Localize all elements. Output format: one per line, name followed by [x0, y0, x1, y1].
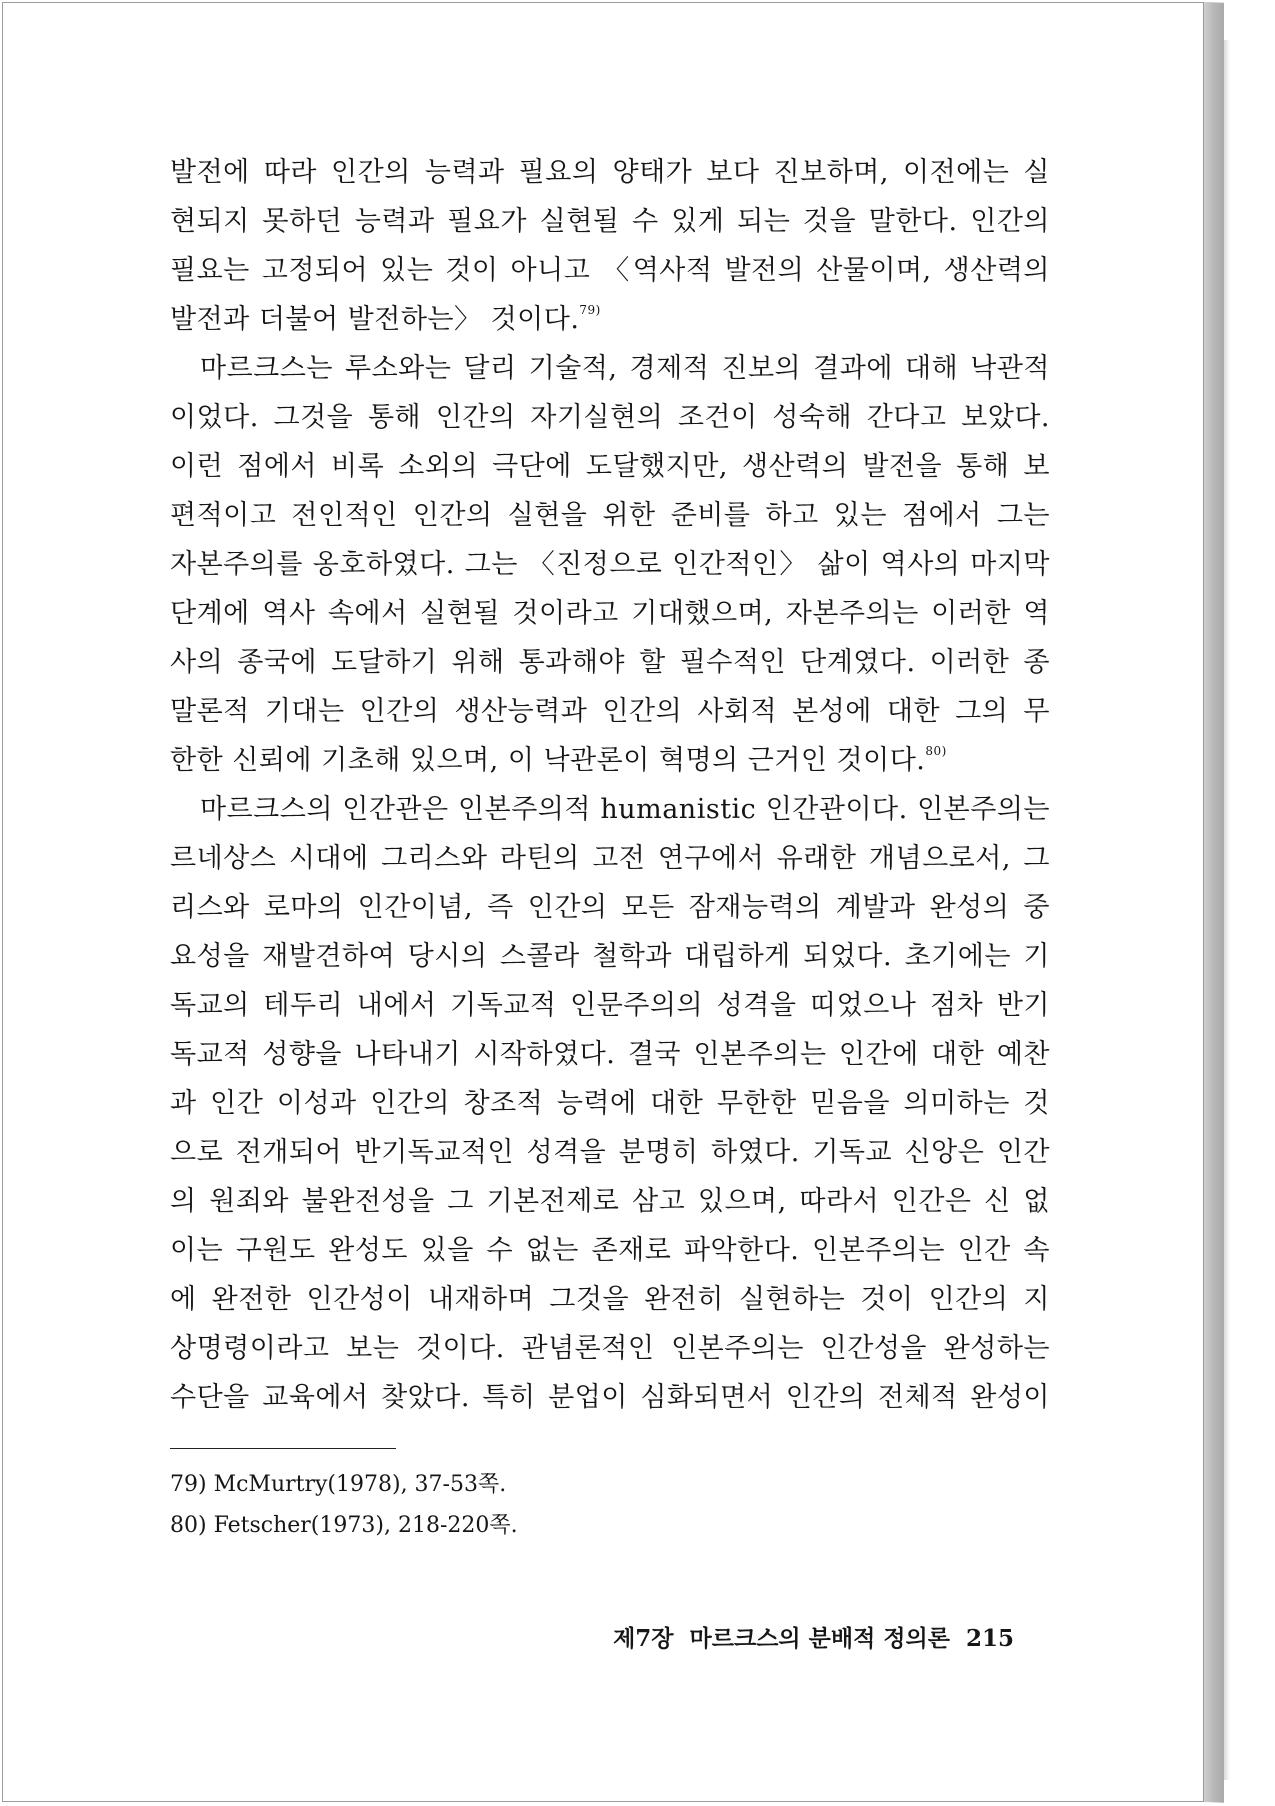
page-edge — [1204, 2, 1224, 1803]
body-text — [170, 148, 1050, 1422]
paragraph-start-line: 마르크스의 인간관은 인본주의적 humanistic 인간관이다. 인본주의는 — [200, 794, 1050, 825]
text-line: 에 완전한 인간성이 내재하며 그것을 완전히 실현하는 것이 인간의 지 — [170, 1284, 1050, 1315]
footnotes — [170, 1464, 518, 1546]
footnote-80: 80) Fetscher(1973), 218-220쪽. — [170, 1513, 518, 1538]
chapter-label: 제7장 — [613, 1625, 674, 1652]
text-line: 독교적 성향을 나타내기 시작하였다. 결국 인본주의는 인간에 대한 예찬 — [170, 1039, 1050, 1070]
text-line-content: 한한 신뢰에 기초해 있으며, 이 낙관론이 혁명의 근거인 것이다. — [170, 745, 926, 776]
text-line: 으로 전개되어 반기독교적인 성격을 분명히 하였다. 기독교 신앙은 인간 — [170, 1137, 1050, 1168]
footnote-separator — [170, 1448, 396, 1449]
text-line: 과 인간 이성과 인간의 창조적 능력에 대한 무한한 믿음을 의미하는 것 — [170, 1088, 1050, 1119]
footnote-ref: 79) — [579, 303, 601, 317]
chapter-title: 마르크스의 분배적 정의론 — [689, 1625, 950, 1652]
text-line: 이런 점에서 비록 소외의 극단에 도달했지만, 생산력의 발전을 통해 보 — [170, 451, 1050, 482]
running-footer — [594, 1620, 1014, 1653]
text-line — [170, 736, 1050, 785]
text-line: 자본주의를 옹호하였다. 그는 〈진정으로 인간적인〉 삶이 역사의 마지막 — [170, 549, 1050, 580]
text-line: 편적이고 전인적인 인간의 실현을 위한 준비를 하고 있는 점에서 그는 — [170, 500, 1050, 531]
text-line: 이는 구원도 완성도 있을 수 없는 존재로 파악한다. 인본주의는 인간 속 — [170, 1235, 1050, 1266]
paragraph-start-line: 마르크스는 루소와는 달리 기술적, 경제적 진보의 결과에 대해 낙관적 — [200, 353, 1050, 384]
text-line: 상명령이라고 보는 것이다. 관념론적인 인본주의는 인간성을 완성하는 — [170, 1333, 1050, 1364]
text-line: 요성을 재발견하여 당시의 스콜라 철학과 대립하게 되었다. 초기에는 기 — [170, 941, 1050, 972]
text-line: 말론적 기대는 인간의 생산능력과 인간의 사회적 본성에 대한 그의 무 — [170, 696, 1050, 727]
text-line: 의 원죄와 불완전성을 그 기본전제로 삼고 있으며, 따라서 인간은 신 없 — [170, 1186, 1050, 1217]
text-line: 르네상스 시대에 그리스와 라틴의 고전 연구에서 유래한 개념으로서, 그 — [170, 843, 1050, 874]
page-number: 215 — [965, 1625, 1014, 1652]
text-line: 단계에 역사 속에서 실현될 것이라고 기대했으며, 자본주의는 이러한 역 — [170, 598, 1050, 629]
text-line-content: 발전과 더불어 발전하는〉 것이다. — [170, 304, 580, 335]
footnote-79: 79) McMurtry(1978), 37-53쪽. — [170, 1472, 507, 1497]
text-line: 독교의 테두리 내에서 기독교적 인문주의의 성격을 띠었으나 점차 반기 — [170, 990, 1050, 1021]
footnote-ref: 80) — [925, 744, 947, 758]
text-line — [170, 295, 1050, 344]
text-line: 수단을 교육에서 찾았다. 특히 분업이 심화되면서 인간의 전체적 완성이 — [170, 1382, 1050, 1413]
text-line: 필요는 고정되어 있는 것이 아니고 〈역사적 발전의 산물이며, 생산력의 — [170, 255, 1050, 286]
text-line: 사의 종국에 도달하기 위해 통과해야 할 필수적인 단계였다. 이러한 종 — [170, 647, 1050, 678]
text-line: 리스와 로마의 인간이념, 즉 인간의 모든 잠재능력의 계발과 완성의 중 — [170, 892, 1050, 923]
page-edge-shadow — [1224, 40, 1230, 1780]
text-line: 이었다. 그것을 통해 인간의 자기실현의 조건이 성숙해 간다고 보았다. — [170, 402, 1050, 433]
text-line: 발전에 따라 인간의 능력과 필요의 양태가 보다 진보하며, 이전에는 실 — [170, 157, 1050, 188]
text-line: 현되지 못하던 능력과 필요가 실현될 수 있게 되는 것을 말한다. 인간의 — [170, 206, 1050, 237]
